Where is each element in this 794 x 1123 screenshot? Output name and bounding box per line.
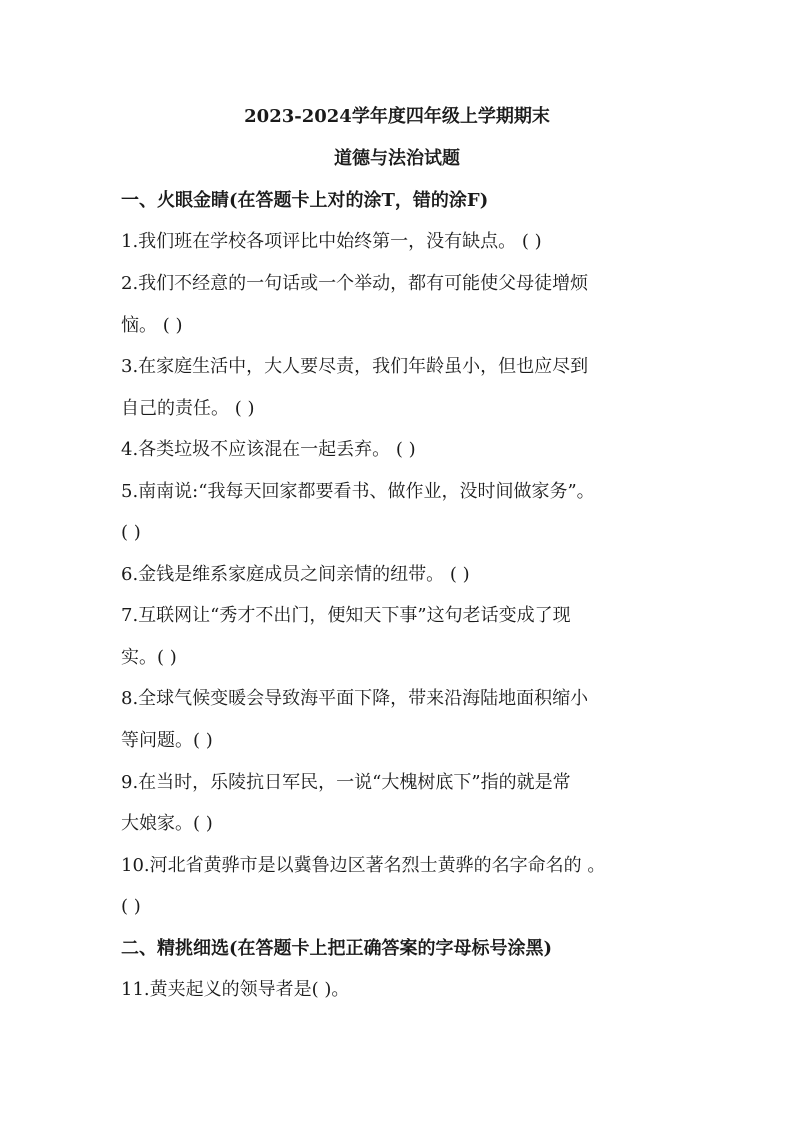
section-heading-2: 二、精挑细选(在答题卡上把正确答案的字母标号涂黑) — [121, 938, 553, 959]
question-line: 实。( ) — [121, 647, 177, 668]
question-line: 9.在当时，乐陵抗日军民，一说“大槐树底下”指的就是常 — [121, 772, 571, 793]
question-line: 等问题。( ) — [121, 730, 213, 751]
question-line: 5.南南说:“我每天回家都要看书、做作业，没时间做家务”。 — [121, 481, 595, 502]
question-line: 3.在家庭生活中，大人要尽责，我们年龄虽小，但也应尽到 — [121, 356, 589, 377]
question-line: 10.河北省黄骅市是以冀鲁边区著名烈士黄骅的名字命名的 。 — [121, 855, 606, 876]
question-line: 大娘家。( ) — [121, 813, 213, 834]
question-line: ( ) — [121, 896, 141, 917]
exam-title: 2023-2024学年度四年级上学期期末 — [244, 106, 550, 127]
question-line: 6.金钱是维系家庭成员之间亲情的纽带。 ( ) — [121, 564, 470, 585]
question-line: 4.各类垃圾不应该混在一起丢弃。 ( ) — [121, 439, 416, 460]
exam-subtitle: 道德与法治试题 — [334, 148, 460, 169]
question-line: 7.互联网让“秀才不出门，便知天下事”这句老话变成了现 — [121, 605, 571, 626]
question-line: 11.黄夹起义的领导者是( )。 — [121, 979, 350, 1000]
question-line: 8.全球气候变暖会导致海平面下降，带来沿海陆地面积缩小 — [121, 688, 589, 709]
question-line: 恼。 ( ) — [121, 315, 183, 336]
question-line: ( ) — [121, 522, 141, 543]
question-line: 2.我们不经意的一句话或一个举动，都有可能使父母徒增烦 — [121, 273, 589, 294]
question-line: 自己的责任。 ( ) — [121, 398, 255, 419]
section-heading-1: 一、火眼金睛(在答题卡上对的涂T，错的涂F) — [121, 190, 489, 211]
question-line: 1.我们班在学校各项评比中始终第一，没有缺点。 ( ) — [121, 231, 542, 252]
